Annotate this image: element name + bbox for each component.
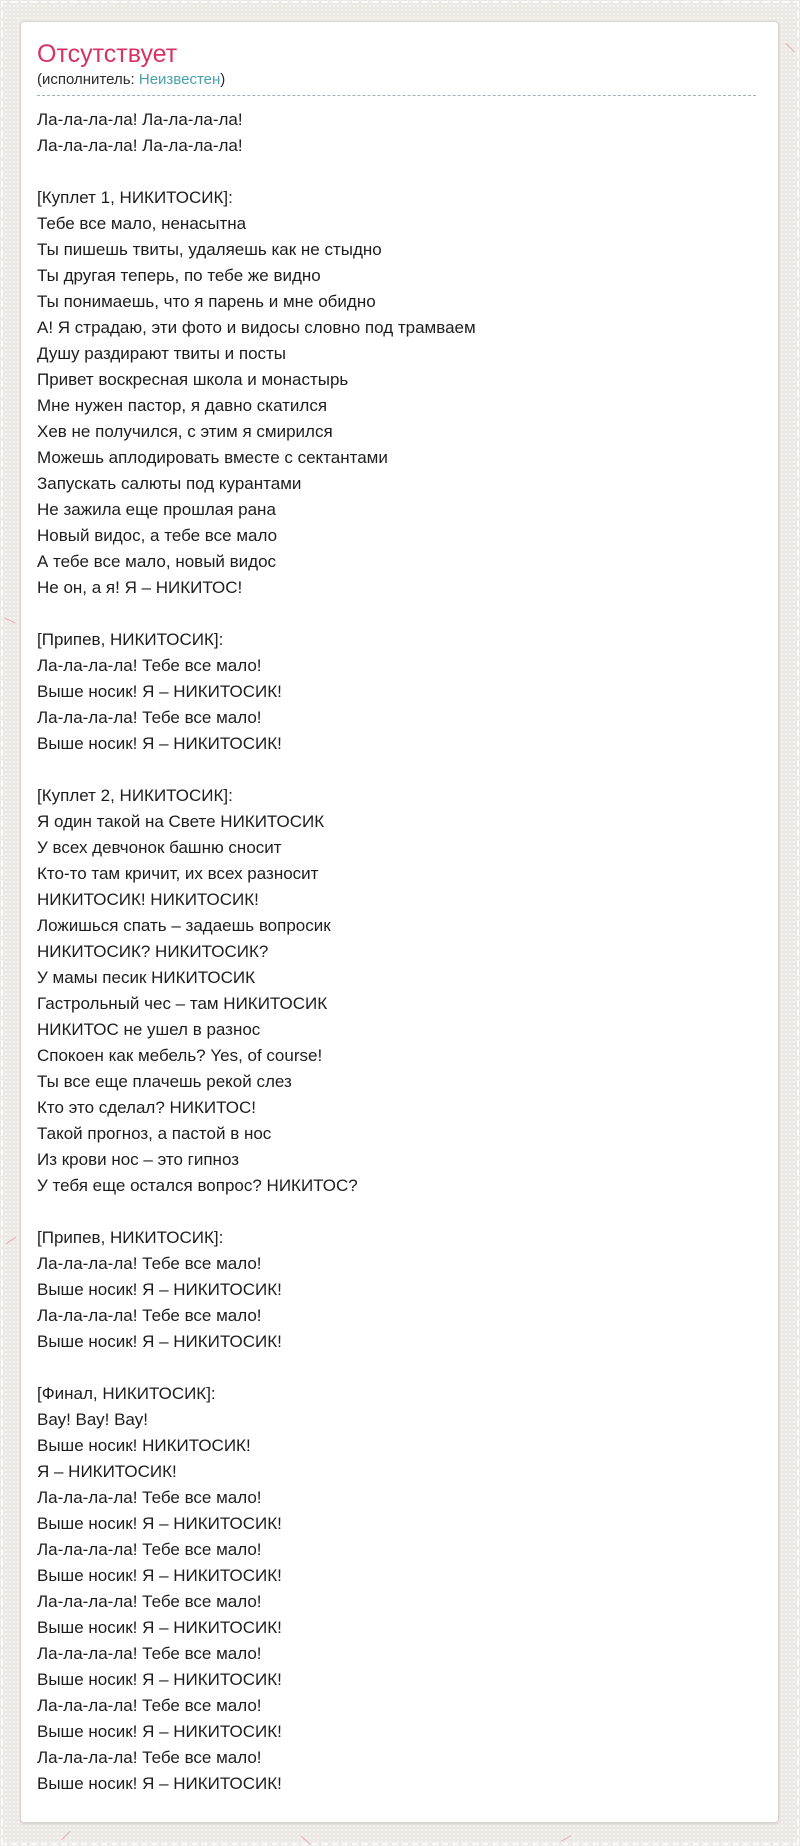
lyric-line: Можешь аплодировать вместе с сектантами [37, 448, 388, 467]
lyric-line: Выше носик! Я – НИКИТОСИК! [37, 1670, 282, 1689]
lyrics-card [20, 21, 779, 1823]
lyric-line: Не он, а я! Я – НИКИТОС! [37, 578, 243, 597]
artist-label-suffix: ) [220, 71, 226, 88]
lyric-line: Ла-ла-ла-ла! Тебе все мало! [37, 1306, 262, 1325]
lyric-line: Из крови нос – это гипноз [37, 1150, 239, 1169]
lyric-line: Такой прогноз, а пастой в нос [37, 1124, 272, 1143]
lyric-block [37, 1225, 756, 1355]
artist-line [37, 70, 756, 89]
artist-link[interactable]: Неизвестен [138, 71, 221, 88]
lyric-line: Выше носик! Я – НИКИТОСИК! [37, 1774, 282, 1793]
lyric-line: Новый видос, а тебе все мало [37, 526, 278, 545]
lyric-line: У мамы песик НИКИТОСИК [37, 968, 255, 987]
lyric-line: Ла-ла-ла-ла! Тебе все мало! [37, 1254, 262, 1273]
lyric-block [37, 627, 756, 757]
lyric-line: У всех девчонок башню сносит [37, 838, 282, 857]
lyric-line: Выше носик! Я – НИКИТОСИК! [37, 1618, 282, 1637]
lyric-line: Ла-ла-ла-ла! Тебе все мало! [37, 1488, 262, 1507]
lyric-line: Выше носик! Я – НИКИТОСИК! [37, 1514, 282, 1533]
lyric-line: Душу раздирают твиты и посты [37, 344, 287, 363]
lyric-block [37, 107, 756, 159]
lyric-line: Ла-ла-ла-ла! Тебе все мало! [37, 656, 262, 675]
lyric-line: Ты пишешь твиты, удаляешь как не стыдно [37, 240, 382, 259]
lyric-line: Выше носик! Я – НИКИТОСИК! [37, 682, 282, 701]
lyric-line: Запускать салюты под курантами [37, 474, 302, 493]
lyric-line: У тебя еще остался вопрос? НИКИТОС? [37, 1176, 358, 1195]
lyric-line: Гастрольный чес – там НИКИТОСИК [37, 994, 328, 1013]
lyric-line: Ложишься спать – задаешь вопросик [37, 916, 331, 935]
lyric-line: Спокоен как мебель? Yes, of course! [37, 1046, 323, 1065]
lyric-line: [Припев, НИКИТОСИК]: [37, 630, 224, 649]
lyric-line: Ты понимаешь, что я парень и мне обидно [37, 292, 376, 311]
lyric-line: [Куплет 1, НИКИТОСИК]: [37, 188, 233, 207]
texture-mark [6, 1237, 16, 1245]
lyric-line: Ла-ла-ла-ла! Тебе все мало! [37, 1696, 262, 1715]
lyric-line: Ла-ла-ла-ла! Тебе все мало! [37, 1748, 262, 1767]
texture-mark [61, 1831, 70, 1840]
song-title: Отсутствует [37, 40, 178, 68]
lyric-line: НИКИТОСИК! НИКИТОСИК! [37, 890, 259, 909]
lyric-line: Ты все еще плачешь рекой слез [37, 1072, 292, 1091]
lyric-line: А! Я страдаю, эти фото и видосы словно под трамваем [37, 318, 476, 337]
lyric-line: Выше носик! Я – НИКИТОСИК! [37, 734, 282, 753]
lyric-line: Выше носик! НИКИТОСИК! [37, 1436, 251, 1455]
texture-mark [4, 618, 15, 624]
lyric-line: [Финал, НИКИТОСИК]: [37, 1384, 216, 1403]
lyric-line: Привет воскресная школа и монастырь [37, 370, 349, 389]
lyric-line: Кто это сделал? НИКИТОС! [37, 1098, 256, 1117]
artist-label-prefix: (исполнитель: [37, 71, 139, 88]
lyric-line: Вау! Вау! Вау! [37, 1410, 148, 1429]
lyric-line: Выше носик! Я – НИКИТОСИК! [37, 1280, 282, 1299]
lyric-line: Я один такой на Свете НИКИТОСИК [37, 812, 325, 831]
texture-mark [301, 1836, 311, 1844]
lyric-line: Ла-ла-ла-ла! Тебе все мало! [37, 708, 262, 727]
song-header [37, 40, 756, 96]
lyric-line: [Припев, НИКИТОСИК]: [37, 1228, 224, 1247]
lyrics [37, 107, 756, 1797]
lyric-line: Мне нужен пастор, я давно скатился [37, 396, 328, 415]
lyric-line: А тебе все мало, новый видос [37, 552, 277, 571]
lyric-line: Тебе все мало, ненасытна [37, 214, 247, 233]
lyric-line: [Куплет 2, НИКИТОСИК]: [37, 786, 233, 805]
lyric-line: Я – НИКИТОСИК! [37, 1462, 177, 1481]
lyric-line: Кто-то там кричит, их всех разносит [37, 864, 319, 883]
lyric-line: Ла-ла-ла-ла! Тебе все мало! [37, 1540, 262, 1559]
lyric-line: Ла-ла-ла-ла! Ла-ла-ла-ла! [37, 110, 243, 129]
lyric-line: Хев не получился, с этим я смирился [37, 422, 333, 441]
lyric-line: НИКИТОС не ушел в разнос [37, 1020, 261, 1039]
texture-mark [561, 1835, 572, 1842]
lyric-line: Ла-ла-ла-ла! Ла-ла-ла-ла! [37, 136, 243, 155]
lyric-line: Ты другая теперь, по тебе же видно [37, 266, 321, 285]
lyric-block [37, 185, 756, 601]
lyric-line: Ла-ла-ла-ла! Тебе все мало! [37, 1644, 262, 1663]
texture-mark [785, 43, 794, 52]
lyric-line: Выше носик! Я – НИКИТОСИК! [37, 1566, 282, 1585]
lyric-block [37, 783, 756, 1199]
lyric-line: Выше носик! Я – НИКИТОСИК! [37, 1332, 282, 1351]
lyric-line: Ла-ла-ла-ла! Тебе все мало! [37, 1592, 262, 1611]
lyric-line: Не зажила еще прошлая рана [37, 500, 276, 519]
lyric-line: НИКИТОСИК? НИКИТОСИК? [37, 942, 269, 961]
lyric-block [37, 1381, 756, 1797]
lyric-line: Выше носик! Я – НИКИТОСИК! [37, 1722, 282, 1741]
